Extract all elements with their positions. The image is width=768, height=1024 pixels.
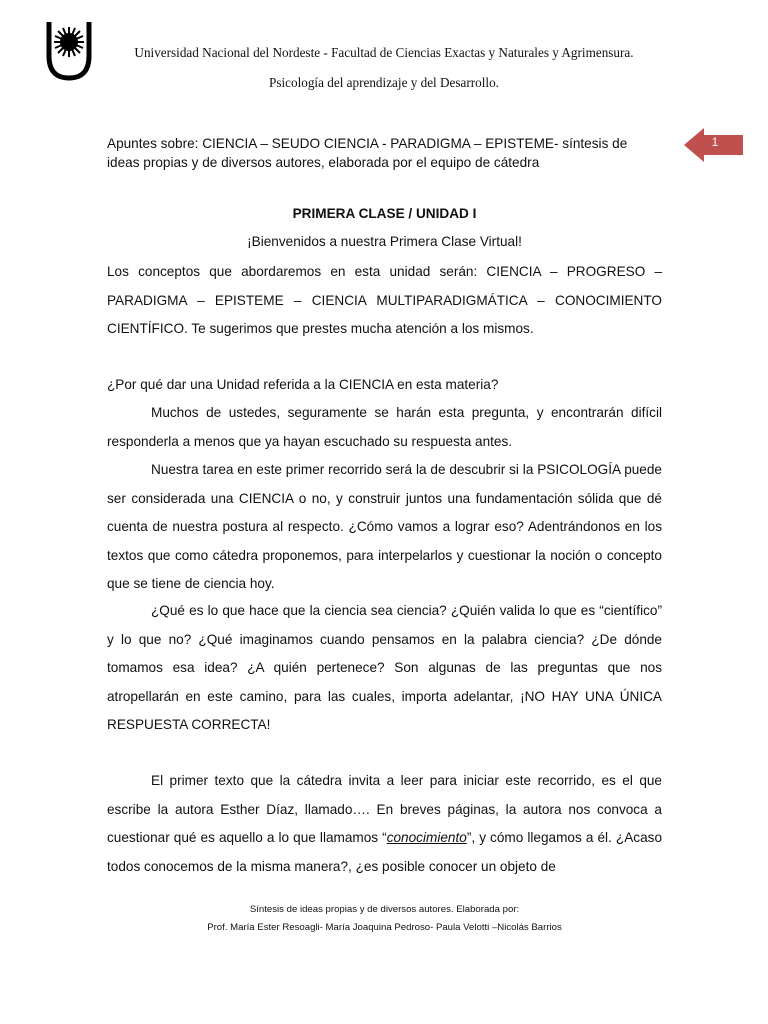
section-title: PRIMERA CLASE / UNIDAD I <box>292 206 477 221</box>
intro-text: Apuntes sobre: CIENCIA – SEUDO CIENCIA - PARADIGMA – EPISTEME- síntesis de ideas propias y de diversos autores, elaborada por el equipo de cátedra <box>107 136 628 170</box>
footer-authors: Prof. María Ester Resoagli- María Joaquina Pedroso- Paula Velotti –Nicolás Barrios <box>207 922 562 933</box>
paragraph-2: Muchos de ustedes, seguramente se harán esta pregunta, y encontrarán difícil responderla a menos que ya hayan escuchado su respuesta antes. <box>107 405 662 449</box>
paragraph-5 <box>107 767 662 881</box>
page-number: 1 <box>711 135 719 149</box>
paragraph-concepts: Los conceptos que abordaremos en esta unidad serán: CIENCIA – PROGRESO – PARADIGMA – EPISTEME – CIENCIA MULTIPARADIGMÁTICA – CONOCIMIENTO CIENTÍFICO. Te sugerimos que prestes mucha atención a los mismos. <box>107 264 662 336</box>
paragraph-5-end: ”, y cómo llegamos a él. ¿Acaso todos conocemos de la misma manera?, ¿es posible conocer un objeto de <box>107 830 662 874</box>
question-heading: ¿Por qué dar una Unidad referida a la CIENCIA en esta materia? <box>107 377 499 392</box>
emphasized-term: conocimiento <box>386 830 467 845</box>
welcome-text: ¡Bienvenidos a nuestra Primera Clase Virtual! <box>247 234 522 249</box>
paragraph-4: ¿Qué es lo que hace que la ciencia sea ciencia? ¿Quién valida lo que es “científico” y lo que no? ¿Qué imaginamos cuando pensamos en la palabra ciencia? ¿De dónde tomamos esa idea? ¿A quién pertenece? Son algunas de las preguntas que nos atropellarán en este camino, para las cuales, importa adelantar, ¡NO HAY UNA ÚNICA RESPUESTA CORRECTA! <box>107 603 662 732</box>
header-course: Psicología del aprendizaje y del Desarrollo. <box>269 75 499 90</box>
university-logo <box>44 20 94 82</box>
header-university: Universidad Nacional del Nordeste - Facultad de Ciencias Exactas y Naturales y Agrimensura. <box>134 45 634 60</box>
paragraph-5-start: El primer texto que la cátedra invita a leer para iniciar este recorrido, es el que escribe la autora Esther Díaz, llamado…. En breves páginas, la autora nos convoca a cuestionar qué es aquello a lo que llamamos “ <box>107 773 662 845</box>
paragraph-3: Nuestra tarea en este primer recorrido será la de descubrir si la PSICOLOGÍA puede ser considerada una CIENCIA o no, y construir juntos una fundamentación sólida que dé cuenta de nuestra postura al respecto. ¿Cómo vamos a lograr eso? Adentrándonos en los textos que como cátedra proponemos, para interpelarlos y cuestionar la noción o concepto que se tiene de ciencia hoy. <box>107 462 662 591</box>
footer-line-1: Síntesis de ideas propias y de diversos autores. Elaborada por: <box>249 904 520 915</box>
